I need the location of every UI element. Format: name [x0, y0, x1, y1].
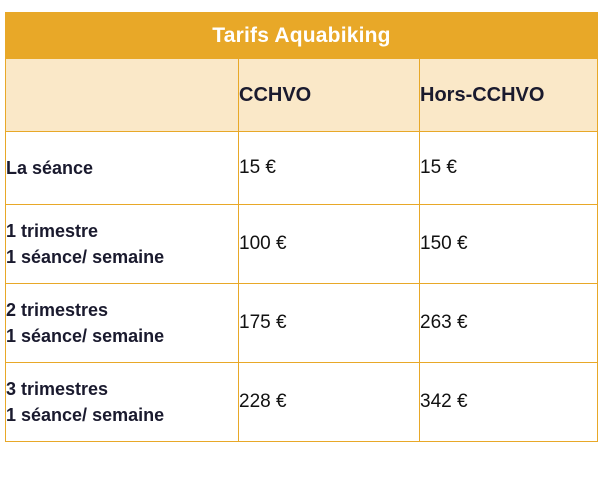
row-label: [6, 132, 239, 205]
row-value-hors-cchvo: 150 €: [420, 205, 598, 284]
row-label-line: 1 séance/ semaine: [6, 326, 165, 346]
table-row: [6, 284, 598, 363]
row-value-cchvo: 15 €: [239, 132, 420, 205]
row-label-line: 1 séance/ semaine: [6, 247, 165, 267]
column-header-blank: [6, 59, 239, 132]
table-row: [6, 363, 598, 442]
row-label-line: 1 séance/ semaine: [6, 405, 165, 425]
column-header-cchvo: CCHVO: [239, 59, 420, 132]
table-header-row: [6, 59, 598, 132]
row-value-hors-cchvo: 15 €: [420, 132, 598, 205]
row-value-hors-cchvo: 342 €: [420, 363, 598, 442]
column-header-hors-cchvo: Hors-CCHVO: [420, 59, 598, 132]
row-value-cchvo: 228 €: [239, 363, 420, 442]
row-value-hors-cchvo: 263 €: [420, 284, 598, 363]
tariff-table: [5, 12, 598, 442]
table-title-row: [6, 13, 598, 59]
table-row: [6, 132, 598, 205]
row-value-cchvo: 100 €: [239, 205, 420, 284]
row-value-cchvo: 175 €: [239, 284, 420, 363]
row-label-line: La séance: [6, 157, 94, 178]
row-label-line: 3 trimestres: [6, 378, 109, 399]
row-label-line: 2 trimestres: [6, 299, 109, 320]
table-row: [6, 205, 598, 284]
row-label: [6, 284, 239, 363]
row-label-line: 1 trimestre: [6, 220, 99, 241]
row-label: [6, 205, 239, 284]
page-title: Tarifs Aquabiking: [6, 13, 598, 59]
row-label: [6, 363, 239, 442]
